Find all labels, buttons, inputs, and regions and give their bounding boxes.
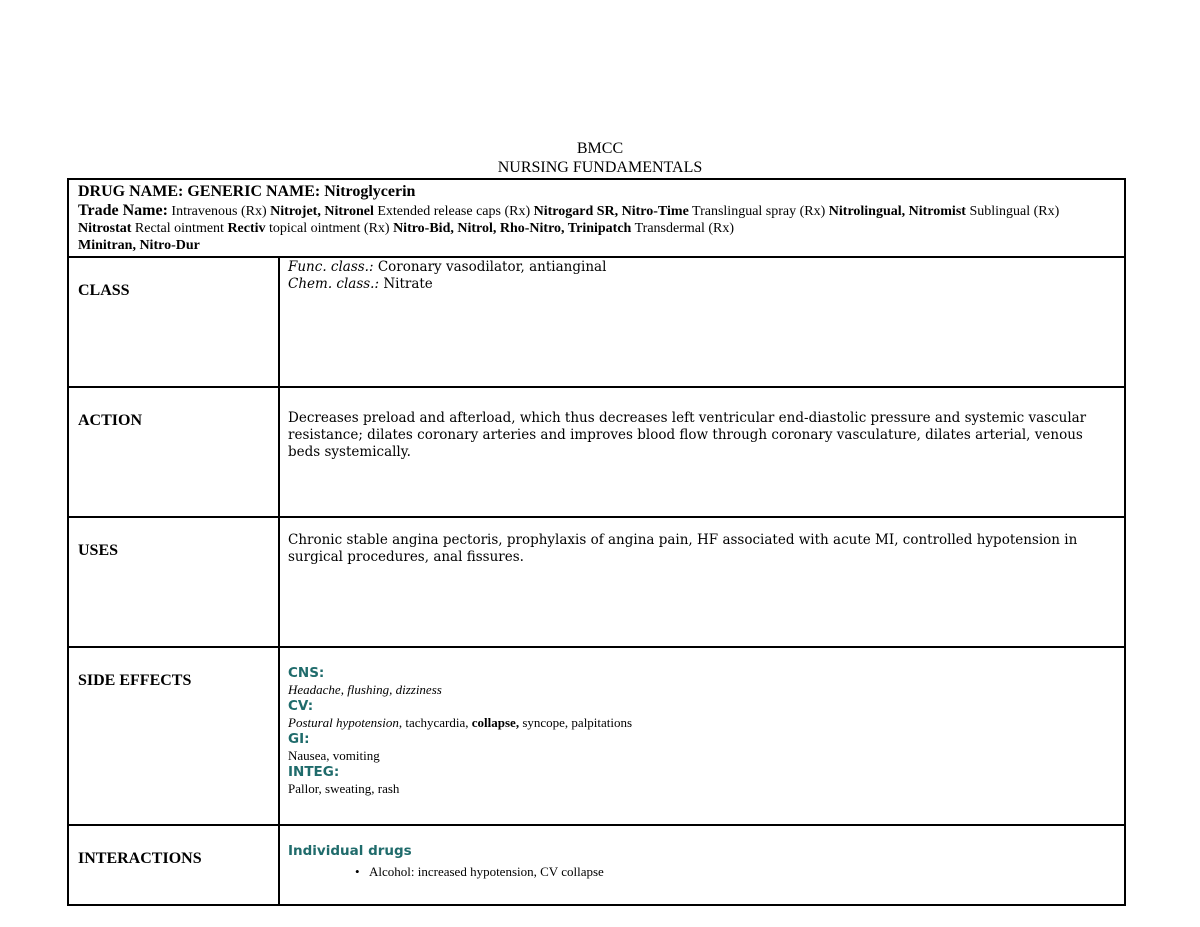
cv-effect-plain: syncope, palpitations [519,715,633,730]
trade-route: Sublingual (Rx) [965,204,1060,219]
side-effects-value [279,647,1125,825]
trade-route: Extended release caps (Rx) [373,204,534,219]
trade-names [78,202,1116,254]
uses-text: Chronic stable angina pectoris, prophylaxis of angina pain, HF associated with acute MI, controlled hypotension in surgical procedures, anal fissures. [279,517,1125,647]
action-row [68,387,1125,517]
trade-route: Transdermal (Rx) [631,221,735,236]
action-label: ACTION [68,387,279,517]
cv-effect-plain: , tachycardia, [398,715,472,730]
cns-heading: CNS: [288,665,325,681]
func-class-value: Coronary vasodilator, antianginal [373,259,607,275]
interactions-value [279,825,1125,905]
drug-name-cell [68,179,1125,257]
uses-row [68,517,1125,647]
trade-brand: Minitran, Nitro-Dur [78,238,200,253]
cns-effects: Headache, flushing, dizziness [288,682,442,697]
side-effects-row [68,647,1125,825]
integ-effects: Pallor, sweating, rash [288,781,400,796]
action-text: Decreases preload and afterload, which thus decreases left ventricular end-diastolic pressure and systemic vascular resistance; dilates coronary arteries and improves blood flow through coronary vasculature, dilates arterial, venous beds systemically. [279,387,1125,517]
list-item: • Alcohol: increased hypotension, CV collapse [369,864,1116,879]
trade-brand: Rectiv [227,221,266,236]
interactions-label: INTERACTIONS [68,825,279,905]
uses-label: USES [68,517,279,647]
class-row [68,257,1125,387]
chem-class-value: Nitrate [379,276,433,292]
chem-class-label: Chem. class.: [288,276,380,292]
integ-heading: INTEG: [288,764,340,780]
interactions-heading: Individual drugs [288,843,412,859]
trade-brand: Nitrojet, Nitronel [270,204,374,219]
trade-route: Translingual spray (Rx) [688,204,829,219]
trade-route: topical ointment (Rx) [265,221,394,236]
trade-brand: Nitrolingual, Nitromist [828,204,966,219]
trade-route: Intravenous (Rx) [167,204,271,219]
drug-card-table [67,178,1126,906]
func-class-label: Func. class.: [288,259,374,275]
header-school: BMCC [576,140,624,157]
class-value [279,257,1125,387]
drug-name-row [68,179,1125,257]
cv-heading: CV: [288,698,314,714]
func-class [288,259,1116,276]
document-header [0,139,1200,177]
gi-heading: GI: [288,731,310,747]
header-course: NURSING FUNDAMENTALS [497,159,703,176]
gi-effects: Nausea, vomiting [288,748,380,763]
interactions-row [68,825,1125,905]
interactions-list [288,864,1116,879]
trade-brand: Nitrogard SR, Nitro-Time [533,204,689,219]
trade-brand: Nitro-Bid, Nitrol, Rho-Nitro, Trinipatch [393,221,632,236]
cv-effects [288,715,1116,731]
side-effects-label: SIDE EFFECTS [68,647,279,825]
trade-brand: Nitrostat [78,221,132,236]
drug-generic-name: DRUG NAME: GENERIC NAME: Nitroglycerin [78,183,416,200]
cv-effect-bold: collapse, [471,715,520,730]
class-label: CLASS [68,257,279,387]
trade-name-label: Trade Name: [78,202,168,219]
trade-route: Rectal ointment [131,221,228,236]
chem-class [288,276,1116,293]
cv-effect-italic: Postural hypotension [288,715,399,730]
